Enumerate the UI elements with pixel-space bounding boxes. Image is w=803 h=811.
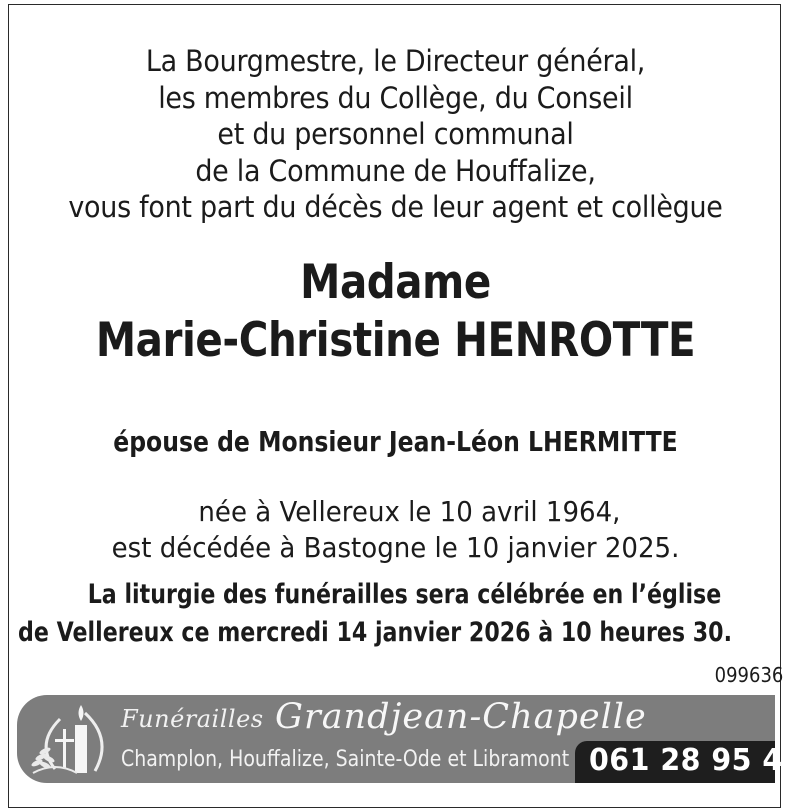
birth-line: née à Vellereux le 10 avril 1964, xyxy=(198,495,621,528)
intro-line-3: et du personnel communal xyxy=(217,117,574,151)
funeral-home-banner xyxy=(17,695,803,783)
liturgy-line-1: La liturgie des funérailles sera célébrée en l’église xyxy=(87,579,722,610)
death-line: est décédée à Bastogne le 10 janvier 2025. xyxy=(111,531,680,564)
funeral-home-name: Grandjean-Chapelle xyxy=(275,697,647,737)
liturgy-block xyxy=(18,576,781,652)
intro-line-1: La Bourgmestre, le Directeur général, xyxy=(145,44,646,78)
candle-cross-wheat-icon xyxy=(25,699,117,779)
deceased-name: Marie-Christine HENROTTE xyxy=(95,313,696,368)
intro-line-2: les membres du Collège, du Conseil xyxy=(158,80,633,115)
liturgy-line-2: de Vellereux ce mercredi 14 janvier 2026 à 10 heures 30. xyxy=(18,617,733,648)
reference-number: 099636 xyxy=(714,663,783,687)
intro-line-5: vous font part du décès de leur agent et collègue xyxy=(68,190,723,224)
spouse-line: épouse de Monsieur Jean-Léon LHERMITTE xyxy=(113,425,678,458)
phone-number[interactable]: 061 28 95 43 xyxy=(589,743,803,778)
deceased-title: Madame xyxy=(300,255,491,310)
funeral-home-locations: Champlon, Houffalize, Sainte-Ode et Libramont xyxy=(121,747,570,772)
intro-text xyxy=(28,43,764,226)
intro-line-4: de la Commune de Houffalize, xyxy=(195,153,596,188)
dates-block xyxy=(28,494,764,566)
deceased-name-block xyxy=(55,254,735,370)
funeral-label: Funérailles xyxy=(121,705,264,733)
